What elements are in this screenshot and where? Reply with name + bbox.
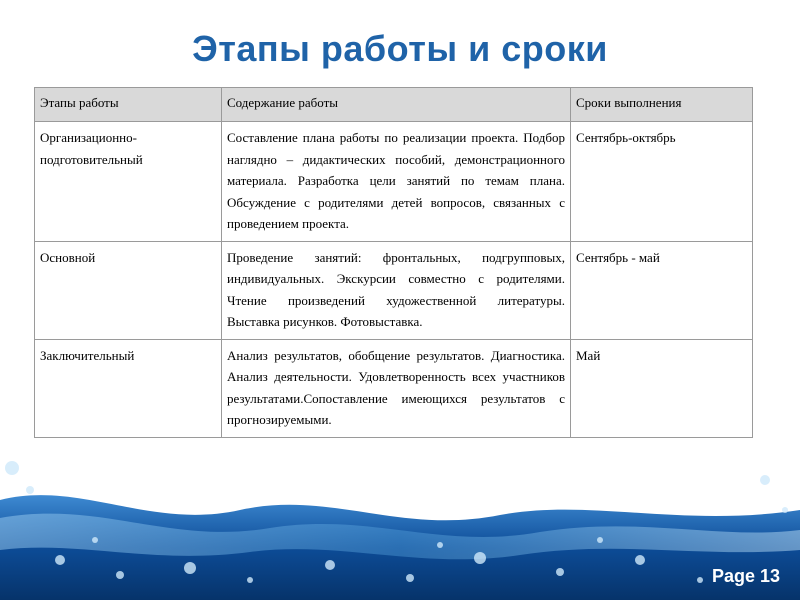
page-number: Page 13 (711, 566, 780, 586)
row-period: Сентябрь - май (571, 241, 753, 339)
table-row (35, 241, 753, 339)
header-period: Сроки выполнения (571, 88, 753, 122)
water-background (0, 440, 800, 600)
slide-title: Этапы работы и сроки (192, 28, 608, 69)
row-content: Анализ результатов, обобщение результатов. Диагностика. Анализ деятельности. Удовлетворенность всех участников результатами.Сопоставление имеющихся результатов с прогнозируемыми. (222, 339, 571, 437)
table-header-row (35, 88, 753, 122)
row-stage: Основной (35, 241, 222, 339)
row-stage: Организационно-подготовительный (35, 122, 222, 242)
table-row (35, 339, 753, 437)
row-period: Сентябрь-октябрь (571, 122, 753, 242)
row-content: Составление плана работы по реализации проекта. Подбор наглядно – дидактических пособий, демонстрационного материала. Разработка цели занятий по темам плана. Обсуждение с родителями детей вопросов, связанных с проведением проекта. (222, 122, 571, 242)
row-stage: Заключительный (35, 339, 222, 437)
header-stage: Этапы работы (35, 88, 222, 122)
stages-table (34, 87, 753, 438)
row-content: Проведение занятий: фронтальных, подгрупповых, индивидуальных. Экскурсии совместно с родителями. Чтение произведений художественной литературы. Выставка рисунков. Фотовыставка. (222, 241, 571, 339)
header-content: Содержание работы (222, 88, 571, 122)
row-period: Май (571, 339, 753, 437)
table-row (35, 122, 753, 242)
